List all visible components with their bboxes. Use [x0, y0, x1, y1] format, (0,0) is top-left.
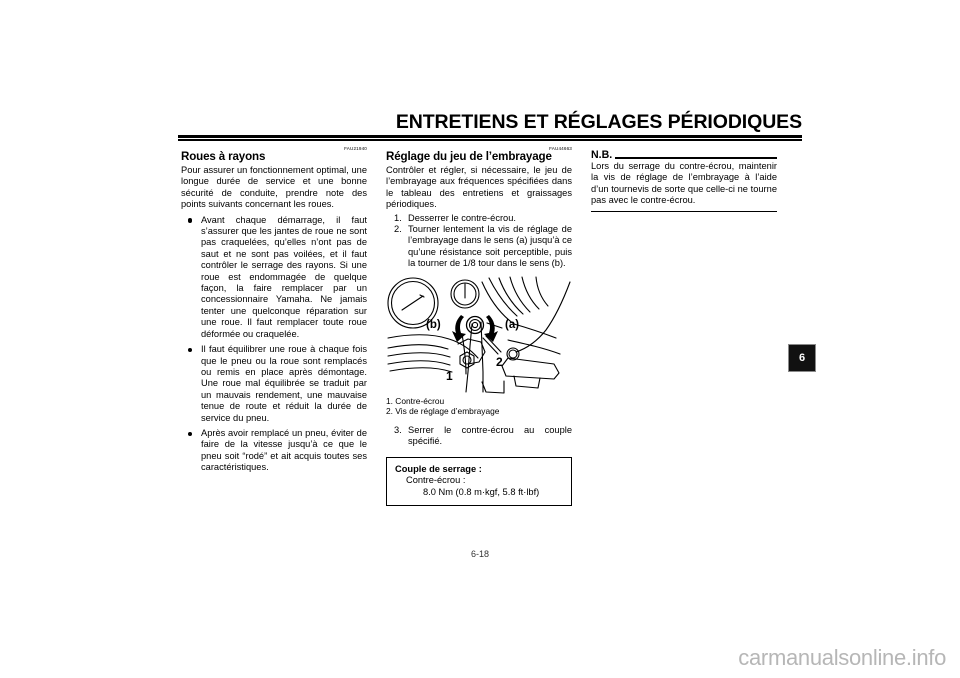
- page-header: [178, 112, 802, 141]
- reference-code-middle: FAU44663: [549, 146, 572, 151]
- column-middle: [386, 143, 572, 506]
- note-header: [591, 150, 777, 161]
- illustration-svg: [386, 276, 572, 394]
- embrayage-step-list: [386, 213, 572, 270]
- list-item: Desserrer le contre-écrou.: [408, 212, 516, 223]
- note-label: N.B.: [591, 149, 613, 161]
- figure-label-a: (a): [505, 318, 520, 331]
- page-number: 6-18: [470, 549, 489, 559]
- page-title: ENTRETIENS ET RÉGLAGES PÉRIODIQUES: [395, 111, 802, 133]
- legend-item-1: 1. Contre-écrou: [386, 395, 445, 406]
- note-body: Lors du serrage du contre-écrou, maintenir la vis de réglage de l’embrayage à l’aide d’un tournevis de sorte que celle-ci ne tourne pas avec le contre-écrou.: [591, 161, 777, 206]
- spec-value: 8.0 Nm (0.8 m·kgf, 5.8 ft·lbf): [423, 486, 540, 497]
- figure-callout-2: 2: [496, 354, 503, 369]
- spec-title: Couple de serrage :: [395, 463, 482, 474]
- list-item: Avant chaque démarrage, il faut s’assurer que les jantes de roue ne sont pas craquelées, qu’elles n’ont pas de saut et ne sont pas voilées, et il faut contrôler le serrage des rayons. Si une roue est endommagée de quelque façon, la faire remplacer par un concessionnaire Yamaha. Ne jamais tenter une quelconque réparation sur une roue. Il faut remplacer toute roue déformée ou craquelée.: [181, 215, 367, 340]
- roues-bullet-list: [181, 215, 367, 474]
- note-header-rule: [615, 157, 777, 158]
- list-item: Serrer le contre-écrou au couple spécifié.: [408, 424, 572, 447]
- spec-item: Contre-écrou :: [406, 475, 466, 486]
- figure-callout-1: 1: [446, 368, 453, 383]
- list-item: Il faut équilibrer une roue à chaque fois que le pneu ou la roue sont remplacés ou remis en place après démontage. Une roue mal équilibrée se traduit par un mauvais rendement, une mauvaise tenue de route et réduit la durée de service du pneu.: [181, 344, 367, 424]
- section-intro-embrayage: Contrôler et régler, si nécessaire, le jeu de l’embrayage aux fréquences spécifiées dans le tableau des entretiens et graissages périodiques.: [386, 165, 572, 210]
- clutch-adjustment-illustration: [386, 276, 572, 394]
- header-rule-thin: [178, 139, 802, 140]
- torque-spec-box: [386, 457, 572, 507]
- site-watermark: carmanualsonline.info: [738, 645, 946, 670]
- figure-label-b: (b): [426, 318, 441, 331]
- column-right: [591, 143, 777, 212]
- reference-code-right: [591, 143, 777, 150]
- note-bottom-rule: [591, 211, 777, 212]
- embrayage-step-list-continued: [386, 425, 572, 448]
- column-left: [181, 143, 367, 478]
- list-item: Tourner lentement la vis de réglage de l’embrayage dans le sens (a) jusqu’à ce qu’une résistance soit perceptible, puis la tourner de 1/8 tour dans le sens (b).: [408, 224, 572, 269]
- legend-item-2: 2. Vis de réglage d’embrayage: [386, 406, 500, 417]
- chapter-tab-6: 6: [788, 344, 816, 372]
- section-intro-roues: Pour assurer un fonctionnement optimal, une longue durée de service et une bonne sécurité de conduite, prendre note des points suivants concernant les roues.: [181, 165, 367, 210]
- list-item: Après avoir remplacé un pneu, éviter de faire de la vitesse jusqu’à ce que le pneu soit “rodé” et ait acquis toutes ses caractéristiques.: [181, 428, 367, 474]
- header-rule-thick: [178, 135, 802, 137]
- reference-code-left: FAU21940: [344, 146, 367, 151]
- section-title-embrayage: Réglage du jeu de l’embrayage: [386, 150, 552, 163]
- figure-legend: [386, 396, 572, 417]
- section-title-roues: Roues à rayons: [181, 150, 266, 163]
